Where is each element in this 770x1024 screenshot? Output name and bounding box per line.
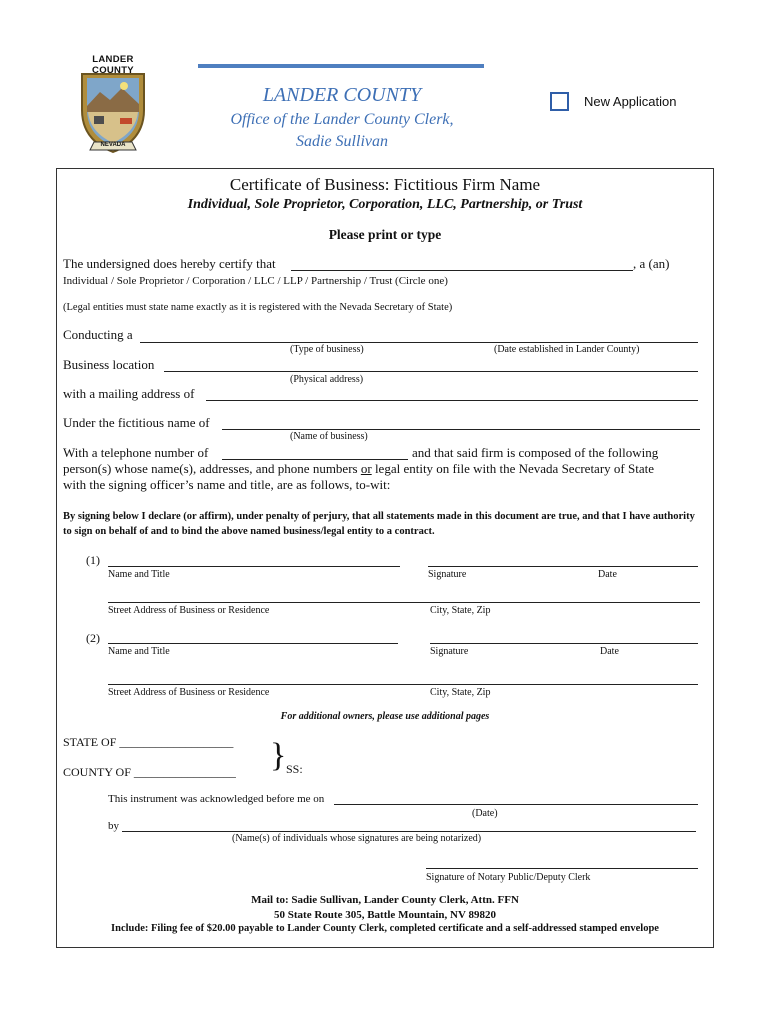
by-label: by (108, 820, 119, 832)
signer-2-number: (2) (86, 631, 100, 645)
include-line: Include: Filing fee of $20.00 payable to Lander County Clerk, completed certificate and a self-addressed stamped envelope (111, 923, 659, 934)
notary-signature-field[interactable] (426, 868, 698, 869)
seal-arc-text: LANDER COUNTY (92, 54, 134, 76)
county-of-field[interactable]: COUNTY OF _________________ (63, 765, 236, 779)
print-instruction: Please print or type (328, 227, 442, 242)
telephone-prefix: With a telephone number of (63, 445, 209, 460)
signer-2-signature-field[interactable] (430, 643, 698, 644)
signer-1-date-hint: Date (598, 569, 617, 580)
mail-to-line-1: Mail to: Sadie Sullivan, Lander County Clerk, Attn. FFN (251, 894, 519, 906)
new-application-checkbox[interactable] (550, 92, 569, 111)
by-field[interactable] (122, 831, 696, 832)
signer-1-name-title-field[interactable] (108, 566, 400, 567)
acknowledged-date-field[interactable] (334, 804, 698, 805)
mail-to-line-2: 50 State Route 305, Battle Mountain, NV 89820 (274, 909, 496, 921)
signer-2-name-title-field[interactable] (108, 643, 398, 644)
seal-banner-text: NEVADA (100, 142, 126, 148)
type-of-business-field[interactable] (140, 342, 698, 343)
names-notarized-hint: (Name(s) of individuals whose signatures are being notarized) (232, 833, 482, 844)
type-of-business-hint: (Type of business) (290, 344, 364, 355)
physical-address-hint: (Physical address) (290, 374, 364, 385)
business-location-field[interactable] (164, 371, 698, 372)
certify-suffix: , a (an) (633, 256, 670, 271)
signer-2-name-title-hint: Name and Title (108, 646, 170, 657)
signer-2-date-hint: Date (600, 646, 619, 657)
entity-types[interactable]: Individual / Sole Proprietor / Corporation / LLC / LLP / Partnership / Trust (Circle one) (63, 275, 448, 287)
persons-line-c: with the signing officer’s name and title, are as follows, to-wit: (63, 477, 391, 492)
office-line-1: Office of the Lander County Clerk, (230, 111, 454, 128)
new-application-label: New Application (584, 94, 677, 109)
telephone-field[interactable] (222, 459, 408, 460)
mailing-address-field[interactable] (206, 400, 698, 401)
signer-1-street-field[interactable] (108, 602, 700, 603)
firm-name-field[interactable] (291, 270, 633, 271)
signer-1-street-hint: Street Address of Business or Residence (108, 605, 270, 616)
brace: } (270, 737, 287, 774)
telephone-suffix: and that said firm is composed of the following (412, 445, 659, 460)
notary-signature-hint: Signature of Notary Public/Deputy Clerk (426, 872, 591, 883)
acknowledged-label: This instrument was acknowledged before me on (108, 793, 325, 805)
signer-1-signature-hint: Signature (428, 569, 467, 580)
fictitious-name-label: Under the fictitious name of (63, 415, 210, 430)
date-established-hint: (Date established in Lander County) (494, 344, 640, 355)
form-subtitle: Individual, Sole Proprietor, Corporation, LLC, Partnership, or Trust (187, 197, 583, 212)
signer-2-street-field[interactable] (108, 684, 698, 685)
signer-2-signature-hint: Signature (430, 646, 469, 657)
county-seal-logo (72, 48, 154, 158)
signer-2-city-hint: City, State, Zip (430, 687, 491, 698)
declaration: By signing below I declare (or affirm), under penalty of perjury, that all statements made in this document are true, and that I have authority to sign on behalf of and to bind the above named business/legal entity to a contract. (63, 511, 695, 537)
fictitious-name-field[interactable] (222, 429, 700, 430)
office-line-2: Sadie Sullivan (296, 133, 388, 150)
acknowledged-date-hint: (Date) (472, 808, 498, 819)
certify-prefix: The undersigned does hereby certify that (63, 256, 276, 271)
mailing-address-label: with a mailing address of (63, 386, 195, 401)
persons-line (63, 461, 654, 477)
legal-note: (Legal entities must state name exactly as it is registered with the Nevada Secretary of State) (63, 302, 453, 313)
additional-owners-note: For additional owners, please use additional pages (280, 711, 490, 722)
persons-line-a: person(s) whose name(s), addresses, and phone numbers (63, 461, 358, 476)
business-location-label: Business location (63, 357, 155, 372)
signer-2-street-hint: Street Address of Business or Residence (108, 687, 270, 698)
conducting-label: Conducting a (63, 327, 133, 342)
signer-1-number: (1) (86, 553, 100, 567)
persons-or: or (360, 461, 372, 476)
header-rule (198, 64, 484, 68)
signer-1-signature-field[interactable] (428, 566, 698, 567)
ss-label: SS: (286, 762, 303, 776)
state-of-field[interactable]: STATE OF ___________________ (63, 735, 234, 749)
county-name: LANDER COUNTY (262, 84, 422, 106)
name-of-business-hint: (Name of business) (290, 431, 368, 442)
form-title: Certificate of Business: Fictitious Firm Name (229, 175, 541, 194)
persons-line-b: legal entity on file with the Nevada Secretary of State (374, 461, 654, 476)
signer-1-city-hint: City, State, Zip (430, 605, 491, 616)
signer-1-name-title-hint: Name and Title (108, 569, 170, 580)
